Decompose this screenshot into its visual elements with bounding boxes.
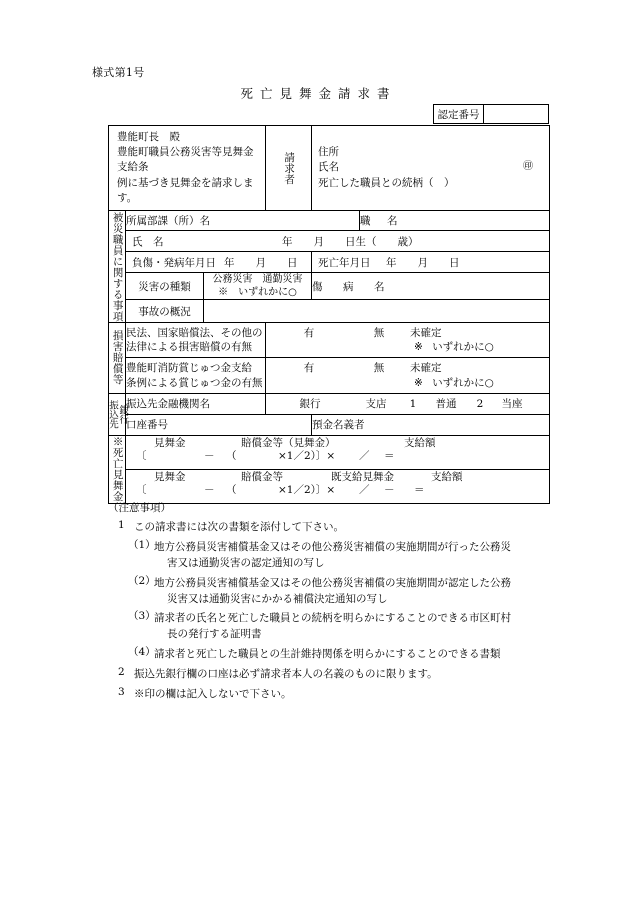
- injury-date-value: 年 月 日: [224, 256, 298, 269]
- victim-section-side-label: 被災職員に関する事項: [109, 211, 126, 323]
- account-type-1-number: 1: [409, 397, 417, 410]
- benefit-section-side-label: ※死亡見舞金: [109, 435, 126, 503]
- main-form-table: [108, 125, 550, 504]
- note-item-1-text: この請求書には次の書類を添付して下さい。: [134, 520, 344, 533]
- death-date-cell[interactable]: [312, 252, 550, 273]
- account-holder-label: 預金名義者: [312, 419, 365, 432]
- compensation-section-side-label: 損害賠償等: [109, 323, 126, 394]
- disaster-kind-note-line: ※ いずれかに○: [218, 287, 297, 299]
- benefit-1-equals: ＝: [384, 450, 395, 463]
- account-type-1-label[interactable]: 普通: [435, 398, 457, 411]
- note-sub-2-number: （2）: [128, 574, 156, 587]
- benefit-2-equals: ＝: [414, 484, 425, 497]
- note-item-1-number: 1: [118, 518, 125, 531]
- benefit-1-comp-label: 賠償金等（見舞金）: [241, 437, 336, 450]
- account-type-2-number: 2: [476, 397, 484, 410]
- note-mark-icon: ※: [414, 341, 423, 354]
- note-sub-2-text: [154, 576, 578, 608]
- page-title: 死亡見舞金請求書: [240, 86, 397, 101]
- note-sub-3-line2: 長の発行する証明書: [167, 628, 262, 640]
- note-sub-3: [108, 611, 578, 643]
- benefit-2-minus2: －: [384, 484, 395, 497]
- legal-compensation-option-yes[interactable]: 有: [303, 327, 315, 340]
- form-number-label: 様式第1号: [92, 66, 145, 79]
- bank-institution-label-cell: [126, 393, 266, 414]
- note-sub-1-text: [154, 540, 578, 572]
- disaster-kind-label-cell: [126, 273, 204, 300]
- fire-reward-row: [109, 358, 550, 393]
- requester-address-label[interactable]: 住所: [318, 146, 339, 159]
- fire-reward-label-line1: 豊能町消防賞じゅつ金支給: [126, 362, 252, 375]
- requester-info-cell: [312, 126, 550, 211]
- note-sub-4-line1: 請求者と死亡した職員との生計維持関係を明らかにすることのできる書類: [154, 647, 501, 660]
- accident-summary-label-cell: [126, 300, 204, 323]
- approval-number-box: [433, 104, 549, 124]
- request-statement-line3: 例に基づき見舞金を請求します。: [117, 176, 254, 204]
- note-sub-3-number: （3）: [128, 610, 156, 623]
- legal-compensation-option-undecided[interactable]: 未確定: [410, 327, 442, 340]
- branch-word: 支店: [365, 398, 387, 411]
- injury-date-label: 負傷・発病年月日: [132, 256, 216, 269]
- benefit-calc-cell-2[interactable]: [126, 469, 550, 503]
- benefit-1-half: ×1／2）〕×: [278, 450, 336, 463]
- approval-number-value[interactable]: [484, 105, 548, 123]
- accident-summary-label: 事故の概況: [138, 305, 191, 318]
- bank-word: 銀行: [299, 398, 321, 411]
- bank-section-side-label: [107, 393, 129, 435]
- benefit-2-slash: ／: [359, 484, 370, 497]
- death-date-label: 死亡年月日: [318, 256, 371, 269]
- name-birth-row: [109, 231, 550, 252]
- note-sub-2-line2: 災害又は通勤災害にかかる補償決定通知の写し: [167, 592, 388, 605]
- note-sub-2-line1: 地方公務員災害補償基金又はその他公務災害補償の実施期間が認定した公務: [154, 576, 511, 589]
- accident-summary-value[interactable]: [204, 300, 550, 323]
- benefit-1-bracket: 〔: [136, 450, 147, 463]
- requester-row: [109, 126, 550, 211]
- injury-date-cell[interactable]: [126, 252, 312, 273]
- note-item-3: [108, 687, 578, 703]
- disaster-kind-row: [109, 273, 550, 300]
- disaster-kind-label: 災害の種類: [138, 280, 191, 293]
- note-item-1: [108, 520, 578, 536]
- request-statement-text: [109, 126, 265, 210]
- position-label: 職 名: [360, 215, 401, 228]
- department-row: [109, 211, 550, 231]
- request-statement-line1: 豊能町長 殿: [117, 131, 180, 143]
- bank-institution-row: [109, 393, 550, 414]
- department-label: 所属部課（所）名: [126, 215, 210, 228]
- accident-summary-row: [109, 300, 550, 323]
- benefit-2-paid-label: 既支給見舞金: [331, 471, 394, 484]
- note-sub-1-number: （1）: [128, 539, 156, 552]
- note-sub-3-line1: 請求者の氏名と死亡した職員との続柄を明らかにすることのできる市区町村: [154, 612, 511, 625]
- disaster-kind-option-line: 公務災害 通勤災害: [212, 274, 303, 286]
- account-holder-cell[interactable]: [312, 414, 550, 435]
- benefit-2-gift-label: 見舞金: [154, 471, 186, 484]
- victim-name-label: 氏 名: [132, 235, 164, 248]
- disease-name-cell[interactable]: [312, 273, 550, 300]
- note-sub-2: [108, 576, 578, 608]
- fire-reward-label-cell: [126, 358, 266, 393]
- legal-compensation-row: [109, 323, 550, 358]
- notes-section: [108, 503, 578, 708]
- bank-side-label-left: 振込先: [107, 400, 118, 429]
- account-type-2-label[interactable]: 当座: [501, 398, 523, 411]
- legal-compensation-label-line2: 法律による損害賠償の有無: [126, 341, 252, 354]
- legal-compensation-label-cell: [126, 323, 266, 358]
- benefit-calc-row-1: [109, 435, 550, 469]
- approval-number-label: 認定番号: [434, 105, 484, 123]
- requester-name-label[interactable]: 氏名 ㊞: [318, 161, 534, 174]
- benefit-calc-row-2: [109, 469, 550, 503]
- requester-info-text: [312, 141, 549, 195]
- legal-compensation-option-no[interactable]: 無: [373, 327, 385, 340]
- fire-reward-label-line2: 条例による賞じゅつ金の有無: [126, 376, 263, 389]
- benefit-1-minus: －: [204, 450, 215, 463]
- note-sub-1-line1: 地方公務員災害補償基金又はその他公務災害補償の実施期間が行った公務災: [154, 541, 511, 554]
- request-statement-line2: 豊能町職員公務災害等見舞金支給条: [117, 146, 254, 174]
- note-item-2: [108, 667, 578, 683]
- injury-death-date-row: [109, 252, 550, 273]
- legal-compensation-note: ※ いずれかに○: [414, 341, 494, 354]
- bank-institution-value-cell[interactable]: [266, 393, 550, 414]
- seal-icon: ㊞: [523, 161, 534, 173]
- bank-institution-label: 振込先金融機関名: [126, 398, 210, 411]
- request-statement-cell: [109, 126, 266, 211]
- benefit-1-slash: ／: [359, 450, 370, 463]
- department-cell[interactable]: [126, 211, 360, 231]
- note-item-2-number: 2: [118, 665, 125, 678]
- benefit-formula-2: [126, 467, 549, 505]
- note-mark-icon-2: ※: [414, 376, 423, 389]
- death-date-value: 年 月 日: [386, 256, 460, 269]
- note-sub-4: [108, 647, 578, 663]
- fire-reward-option-yes[interactable]: 有: [303, 362, 315, 375]
- bank-account-row: [109, 414, 550, 435]
- disaster-kind-options-cell[interactable]: [204, 273, 312, 300]
- fire-reward-option-undecided[interactable]: 未確定: [410, 362, 442, 375]
- benefit-1-paren: （: [226, 450, 237, 463]
- benefit-2-minus: －: [204, 484, 215, 497]
- legal-compensation-label-line1: 民法、国家賠償法、その他の: [126, 327, 263, 340]
- benefit-1-amount-label: 支給額: [404, 437, 436, 450]
- bank-side-label-right: 銀行: [117, 404, 129, 424]
- benefit-formula-1: [126, 433, 549, 471]
- name-birth-cell[interactable]: [126, 231, 550, 252]
- benefit-2-paren: （: [226, 484, 237, 497]
- note-sub-4-text: [154, 647, 578, 663]
- fire-reward-options-cell[interactable]: [266, 358, 550, 393]
- account-number-cell[interactable]: [126, 414, 312, 435]
- note-item-2-text: 振込先銀行欄の口座は必ず請求者本人の名義のものに限ります。: [134, 667, 438, 680]
- note-item-3-number: 3: [118, 686, 125, 699]
- benefit-calc-cell-1[interactable]: [126, 435, 550, 469]
- victim-birth-label: 年 月 日生（ 歳）: [282, 235, 419, 248]
- fire-reward-note: ※ いずれかに○: [414, 376, 494, 389]
- account-number-label: 口座番号: [126, 419, 168, 432]
- note-sub-3-text: [154, 611, 578, 643]
- disease-name-label: 傷 病 名: [312, 280, 390, 293]
- note-item-3-text: ※印の欄は記入しないで下さい。: [134, 688, 292, 701]
- benefit-2-bracket: 〔: [136, 484, 147, 497]
- note-sub-1-line2: 害又は通勤災害の認定通知の写し: [167, 557, 325, 569]
- requester-relation-label[interactable]: 死亡した職員との続柄（ ）: [318, 176, 455, 189]
- position-cell[interactable]: [360, 211, 550, 231]
- benefit-2-amount-label: 支給額: [431, 471, 463, 484]
- notes-heading: （注意事項）: [108, 502, 171, 514]
- note-sub-4-number: （4）: [128, 645, 156, 658]
- benefit-2-half: ×1／2）〕×: [278, 484, 336, 497]
- legal-compensation-options-cell[interactable]: [266, 323, 550, 358]
- requester-side-label: 請求者: [266, 126, 312, 211]
- benefit-1-gift-label: 見舞金: [154, 437, 186, 450]
- fire-reward-option-no[interactable]: 無: [373, 362, 385, 375]
- benefit-2-comp-label: 賠償金等: [241, 471, 283, 484]
- note-sub-1: [108, 540, 578, 572]
